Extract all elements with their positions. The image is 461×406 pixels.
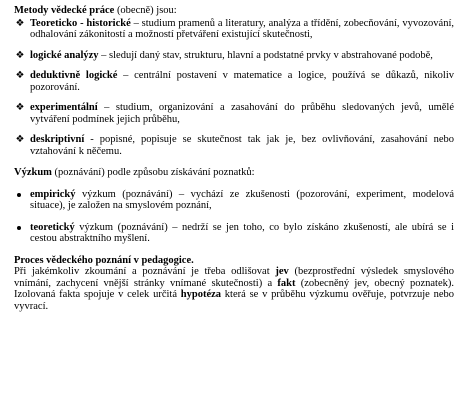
bullet-dot-icon bbox=[17, 193, 21, 197]
process-text-2: (bezprostřední výsledek smyslového vnímání, zachycení vnější stránky vnímané skutečnosti) a bbox=[14, 266, 454, 289]
methods-heading-rest: (obecně) jsou: bbox=[114, 5, 177, 16]
methods-item-text: - popisné, popisuje se skutečnost tak jak je, bez ovlivňování, zasahování nebo vztahování k něčemu. bbox=[30, 134, 454, 157]
document-page bbox=[14, 5, 454, 312]
process-heading bbox=[14, 255, 454, 267]
research-heading-bold: Výzkum bbox=[14, 167, 52, 178]
methods-item-term: deduktivně logické bbox=[30, 70, 118, 81]
methods-item-experimental bbox=[14, 102, 454, 125]
process-heading-text: Proces vědeckého poznání v pedagogice. bbox=[14, 254, 194, 266]
process-text-4: která se v průběhu výzkumu ověřuje, potvrzuje nebo vyvrací. bbox=[14, 289, 454, 312]
methods-item-text: – studium, organizování a zasahování do průběhu sledovaných jevů, umělé vytváření podmínek jejich průběhu, bbox=[30, 102, 454, 125]
methods-item-text: – centrální postavení v matematice a logice, používá se důkazů, nikoliv pozorování. bbox=[30, 70, 454, 93]
diamond-bullet-icon: ❖ bbox=[15, 134, 25, 145]
methods-item-term: deskriptivní bbox=[30, 134, 85, 145]
methods-heading-bold: Metody vědecké práce bbox=[14, 5, 115, 16]
process-term-fakt: fakt bbox=[277, 277, 296, 289]
bullet-dot-icon bbox=[17, 226, 21, 230]
methods-item-text: – sledují daný stav, strukturu, hlavní a podstatné prvky v abstrahované podobě, bbox=[98, 49, 433, 61]
methods-item-term: logické analýzy bbox=[30, 49, 99, 61]
methods-item-text: – studium pramenů a literatury, analýza a třídění, zobecňování, vyvozování, odhalování zákonitostí a možností přetváření existující skutečnosti, bbox=[30, 17, 454, 40]
diamond-bullet-icon: ❖ bbox=[15, 49, 25, 61]
methods-item-term: Teoreticko - historické bbox=[30, 17, 131, 29]
methods-item-term: experimentální bbox=[30, 102, 98, 113]
methods-heading bbox=[14, 5, 454, 17]
diamond-bullet-icon: ❖ bbox=[15, 17, 25, 29]
research-item-theoretical bbox=[14, 222, 454, 245]
diamond-bullet-icon: ❖ bbox=[15, 70, 25, 81]
process-term-jev: jev bbox=[275, 266, 289, 277]
research-item-text: výzkum (poznávání) – vychází ze zkušenosti (pozorování, experiment, modelová situace), je založen na smyslovém poznání, bbox=[30, 188, 454, 211]
process-text-1: Při jakémkoliv zkoumání a poznávání je třeba odlišovat bbox=[14, 266, 276, 277]
methods-item-theoretical-historical bbox=[14, 18, 454, 41]
diamond-bullet-icon: ❖ bbox=[15, 102, 25, 113]
research-item-term: teoretický bbox=[30, 221, 75, 233]
process-paragraph bbox=[14, 266, 454, 312]
research-item-empirical bbox=[14, 189, 454, 212]
research-heading bbox=[14, 167, 454, 179]
research-heading-rest: (poznávání) podle způsobu získávání poznatků: bbox=[51, 167, 255, 178]
process-text-3: (zobecněný jev, obecný poznatek). Izolovaná fakta spojuje v celek určitá bbox=[14, 277, 455, 300]
methods-item-logical-analysis bbox=[14, 50, 454, 62]
research-item-term: empirický bbox=[30, 188, 76, 200]
process-term-hypoteza: hypotéza bbox=[180, 289, 222, 300]
research-item-text: výzkum (poznávání) – nedrží se jen toho, co bylo získáno zkušeností, ale ubírá se i cestou abstraktního myšlení. bbox=[30, 221, 454, 244]
methods-item-deductive-logical bbox=[14, 70, 454, 93]
methods-item-descriptive bbox=[14, 134, 454, 157]
